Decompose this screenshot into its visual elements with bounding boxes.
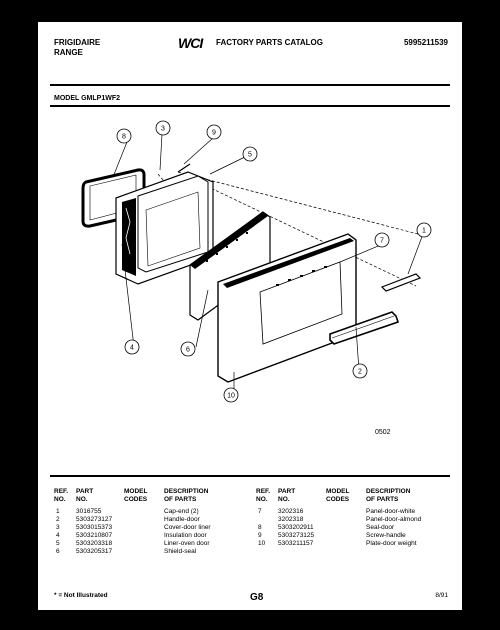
table-row: [54, 524, 250, 532]
catalog-number: 5995211539: [403, 38, 448, 47]
cell-part: 3202318: [278, 516, 304, 523]
cell-ref: 10: [258, 540, 266, 547]
cell-ref: 8: [258, 524, 262, 531]
wci-logo: WCI: [178, 35, 203, 51]
cell-desc: Insulation door: [164, 532, 207, 539]
callout-9: 9: [212, 129, 216, 137]
table-rule: [50, 475, 450, 477]
callout-2: 2: [358, 368, 362, 376]
cell-desc: Screw-handle: [366, 532, 406, 539]
table-row: [256, 532, 452, 540]
cell-part: 3202316: [278, 508, 304, 515]
table-row: [54, 532, 250, 540]
callout-4: 4: [130, 344, 134, 352]
parts-catalog-page: FRIGIDAIRE RANGE WCI FACTORY PARTS CATALOG 5995211539 MODEL GMLP1WF2 8 3 9 5 1 7 6 4 2 10 0502 REF. NO. PART NO. MODEL CODES DESCRIPTION OF PARTS 1 3016755 Cap-end (2) 2 5303273127 Handle-door 3 5303015373 Cover-door liner 4 5303210807 Insulation door 5 5303203318 Liner-oven door 6 5303205317 Shield-seal REF. NO. PART NO. MODEL CODES DESCRIPTION OF PARTS 7 3202316 Panel-door-white 3202318 Panel-door-almond 8 5303202911 Seal-door 9 5303273125 Screw-handle 10 5303211157 Plate-door weight * = Not Illustrated G8 8/91: [38, 22, 462, 610]
cell-desc: Shield-seal: [164, 548, 197, 555]
cell-part: 5303211157: [278, 540, 314, 547]
cell-desc: Panel-door-white: [366, 508, 416, 515]
cell-desc: Liner-oven door: [164, 540, 210, 547]
cell-part: 5303205317: [76, 548, 113, 555]
cell-part: 5303273127: [76, 516, 113, 523]
callout-10: 10: [227, 392, 235, 400]
exploded-door-diagram: [38, 22, 462, 472]
table-row: [256, 540, 452, 548]
table-row: [54, 548, 250, 556]
header-desc: DESCRIPTION: [164, 488, 209, 495]
callout-6: 6: [186, 346, 190, 354]
brand-name: FRIGIDAIRE: [54, 38, 101, 47]
cell-part: 5303203318: [76, 540, 113, 547]
figure-code: 0502: [375, 429, 391, 436]
header-model: MODEL: [124, 488, 148, 495]
callout-1: 1: [422, 227, 426, 235]
cell-part: 5303273125: [278, 532, 315, 539]
cell-ref: 5: [56, 540, 60, 547]
cell-ref: 2: [56, 516, 60, 523]
cell-desc: Plate-door weight: [366, 540, 417, 547]
header-ref: REF.: [54, 488, 69, 495]
table-row: [54, 516, 250, 524]
cell-ref: 9: [258, 532, 262, 539]
cell-desc: Handle-door: [164, 516, 200, 523]
catalog-title: FACTORY PARTS CATALOG: [216, 38, 323, 47]
table-row: [256, 516, 452, 524]
callout-8: 8: [122, 133, 126, 141]
callout-5: 5: [248, 151, 252, 159]
catalog-date: 8/91: [435, 592, 448, 599]
cell-ref: 3: [56, 524, 60, 531]
part-screw-handle: [178, 164, 190, 172]
model-label: MODEL GMLP1WF2: [54, 95, 120, 102]
table-row: [256, 508, 452, 516]
cell-part: 5303015373: [76, 524, 113, 531]
cell-desc: Panel-door-almond: [366, 516, 422, 523]
table-row: [54, 540, 250, 548]
product-type: RANGE: [54, 48, 83, 57]
cell-part: 5303202911: [278, 524, 314, 531]
cell-ref: 4: [56, 532, 60, 539]
cell-desc: Cover-door liner: [164, 524, 211, 531]
part-cap-end: [382, 274, 420, 291]
callout-7: 7: [380, 237, 384, 245]
cell-desc: Cap-end (2): [164, 508, 199, 515]
header-part: PART: [76, 488, 94, 495]
not-illustrated-note: * = Not Illustrated: [54, 592, 108, 599]
cell-part: 5303210807: [76, 532, 113, 539]
cell-desc: Seal-door: [366, 524, 395, 531]
table-row: [256, 524, 452, 532]
callout-3: 3: [161, 125, 165, 133]
table-row: [54, 508, 250, 516]
cell-ref: 7: [258, 508, 262, 515]
cell-ref: 1: [56, 508, 60, 515]
cell-ref: 6: [56, 548, 60, 555]
page-code: G8: [250, 592, 264, 603]
cell-part: 3016755: [76, 508, 102, 515]
